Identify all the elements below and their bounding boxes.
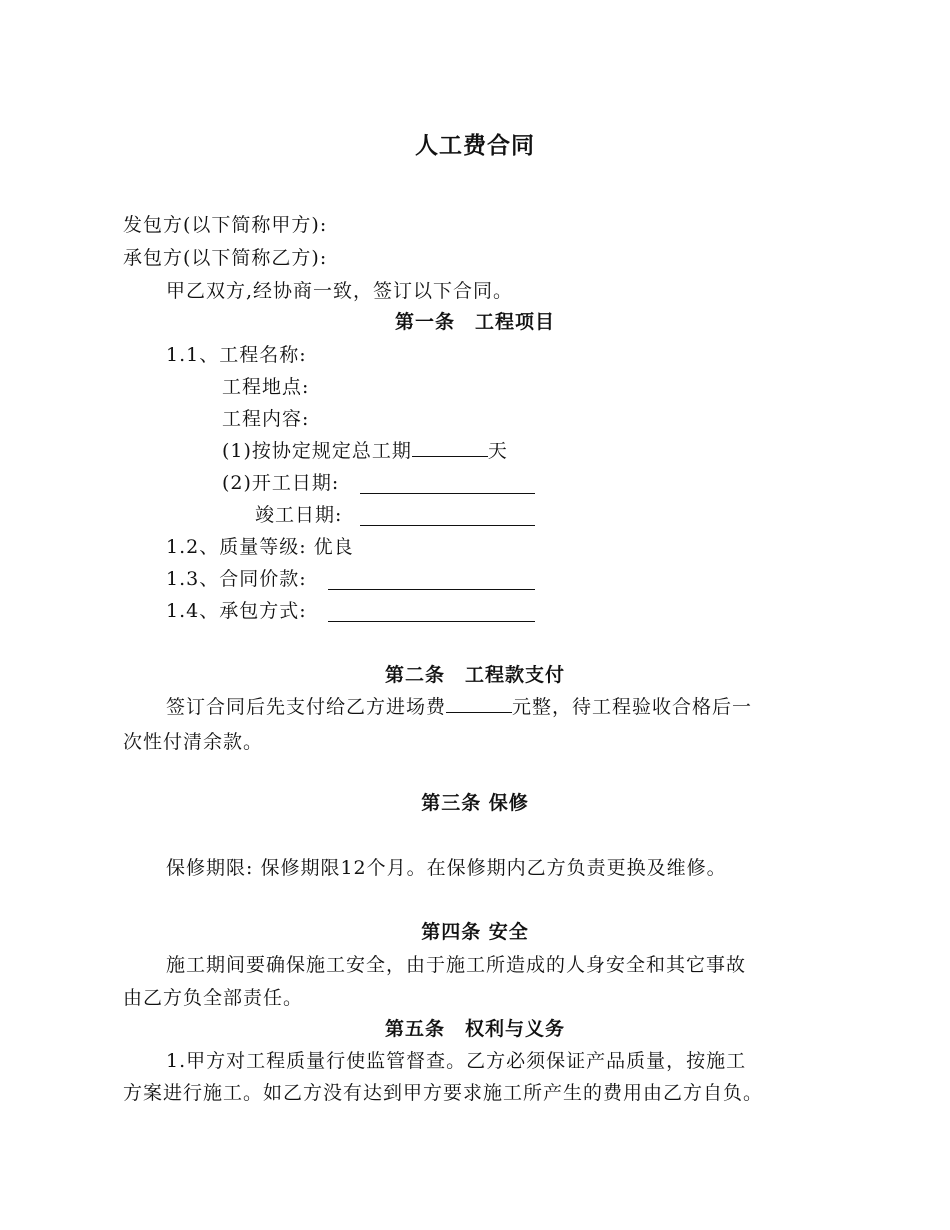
document-title: 人工费合同 (415, 132, 535, 159)
method-blank (328, 603, 535, 622)
payment-line-2: 次性付清余款。 (123, 731, 264, 753)
party-b-line: 承包方(以下简称乙方): (123, 247, 328, 269)
rights-line-1: 1.甲方对工程质量行使监管督查。乙方必须保证产品质量，按施工 (166, 1050, 747, 1072)
payment-prefix: 签订合同后先支付给乙方进场费 (166, 696, 447, 718)
quality-line: 1.2、质量等级: 优良 (166, 536, 354, 558)
section-1-heading: 第一条 工程项目 (394, 311, 555, 333)
payment-suffix: 元整，待工程验收合格后一 (512, 696, 753, 718)
project-content-line: 工程内容: (222, 408, 310, 430)
period-blank (412, 438, 488, 457)
warranty-line: 保修期限: 保修期限12个月。在保修期内乙方负责更换及维修。 (166, 857, 727, 879)
period-suffix: 天 (487, 440, 508, 462)
safety-line-1: 施工期间要确保施工安全，由于施工所造成的人身安全和其它事故 (166, 954, 747, 976)
end-date-blank (360, 507, 535, 526)
project-location-line: 工程地点: (222, 376, 310, 398)
start-date-line: (2)开工日期: (222, 472, 340, 494)
end-date-line: 竣工日期: (255, 504, 343, 526)
party-a-line: 发包方(以下简称甲方): (123, 214, 328, 236)
project-name-line: 1.1、工程名称: (166, 344, 307, 366)
method-line: 1.4、承包方式: (166, 600, 307, 622)
start-date-blank (360, 475, 535, 494)
payment-line-1 (166, 694, 752, 720)
rights-line-2: 方案进行施工。如乙方没有达到甲方要求施工所产生的费用由乙方自负。 (123, 1082, 764, 1104)
safety-line-2: 由乙方负全部责任。 (123, 987, 304, 1009)
section-3-heading: 第三条 保修 (421, 792, 529, 814)
price-line: 1.3、合同价款: (166, 568, 307, 590)
section-5-heading: 第五条 权利与义务 (384, 1018, 565, 1040)
intro-line: 甲乙双方,经协商一致，签订以下合同。 (166, 280, 514, 302)
entry-fee-blank (446, 694, 512, 713)
section-4-heading: 第四条 安全 (421, 921, 529, 943)
period-prefix: (1)按协定规定总工期 (222, 440, 412, 462)
period-line (222, 438, 508, 464)
section-2-heading: 第二条 工程款支付 (384, 664, 565, 686)
price-blank (328, 571, 535, 590)
